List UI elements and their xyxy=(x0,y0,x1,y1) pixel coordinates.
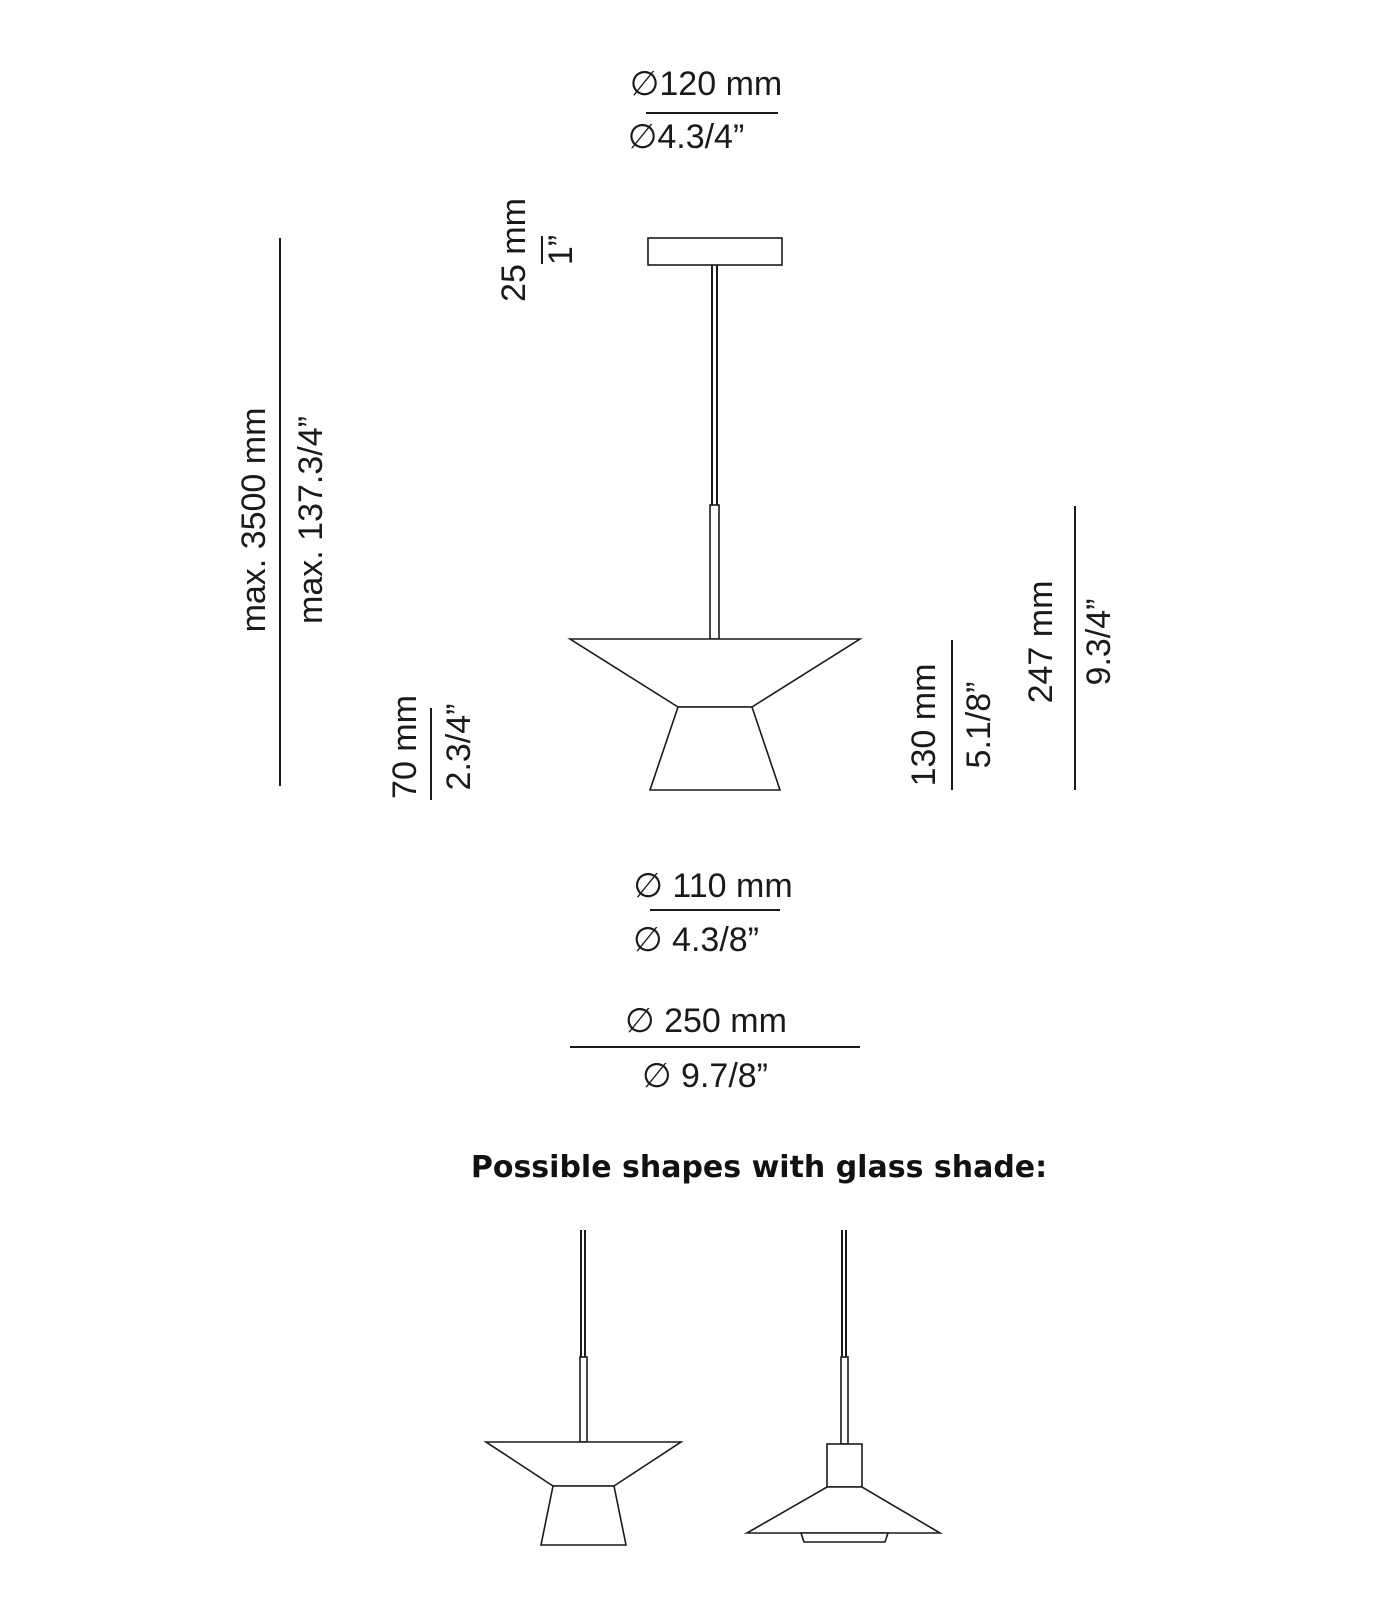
shade-height-dimension xyxy=(905,640,998,790)
canopy xyxy=(648,238,782,265)
variant-1-rod-lower xyxy=(580,1357,587,1442)
canopy-height-imperial: 1” xyxy=(542,234,580,266)
canopy-height-metric: 25 mm xyxy=(495,198,533,302)
lower-shade-height-dimension xyxy=(386,695,478,800)
canopy-height-dimension xyxy=(495,198,580,302)
main-lamp-drawing xyxy=(570,238,860,790)
canopy-diameter-dimension xyxy=(628,65,783,156)
shade-diameter-metric: ∅ 250 mm xyxy=(625,1002,787,1040)
glass-shapes-heading: Possible shapes with glass shade: xyxy=(470,1150,1048,1185)
total-height-dimension xyxy=(1022,506,1118,790)
variant-2-diffuser xyxy=(801,1533,888,1542)
max-length-dimension xyxy=(235,238,330,786)
shade-height-metric: 130 mm xyxy=(905,663,943,787)
lower-shade-height-metric: 70 mm xyxy=(386,695,424,799)
lower-shade-diameter-metric: ∅ 110 mm xyxy=(633,867,793,905)
lower-shade-diameter-imperial: ∅ 4.3/8” xyxy=(632,921,760,959)
suspension-rod-lower xyxy=(710,505,719,639)
upper-shade xyxy=(570,639,860,707)
shade-diameter-imperial: ∅ 9.7/8” xyxy=(641,1057,769,1095)
max-length-metric: max. 3500 mm xyxy=(235,407,273,633)
variant-2-neck xyxy=(827,1444,862,1487)
lower-shade xyxy=(650,707,780,790)
canopy-diameter-metric: ∅120 mm xyxy=(629,65,783,103)
variant-1-lower-shade xyxy=(541,1486,626,1545)
total-height-metric: 247 mm xyxy=(1022,580,1060,704)
max-length-imperial: max. 137.3/4” xyxy=(292,416,330,624)
variant-2-cone-shade xyxy=(747,1487,940,1533)
shade-diameter-dimension xyxy=(570,1002,860,1095)
glass-shape-variant-2 xyxy=(747,1230,940,1542)
canopy-diameter-imperial: ∅4.3/4” xyxy=(627,118,745,156)
lower-shade-height-imperial: 2.3/4” xyxy=(440,703,478,791)
variant-1-upper-shade xyxy=(486,1442,681,1486)
glass-shape-variant-1 xyxy=(486,1230,681,1545)
variant-2-rod-lower xyxy=(841,1357,848,1444)
shade-height-imperial: 5.1/8” xyxy=(960,681,998,769)
total-height-imperial: 9.3/4” xyxy=(1080,598,1118,686)
lower-shade-diameter-dimension xyxy=(633,867,793,959)
